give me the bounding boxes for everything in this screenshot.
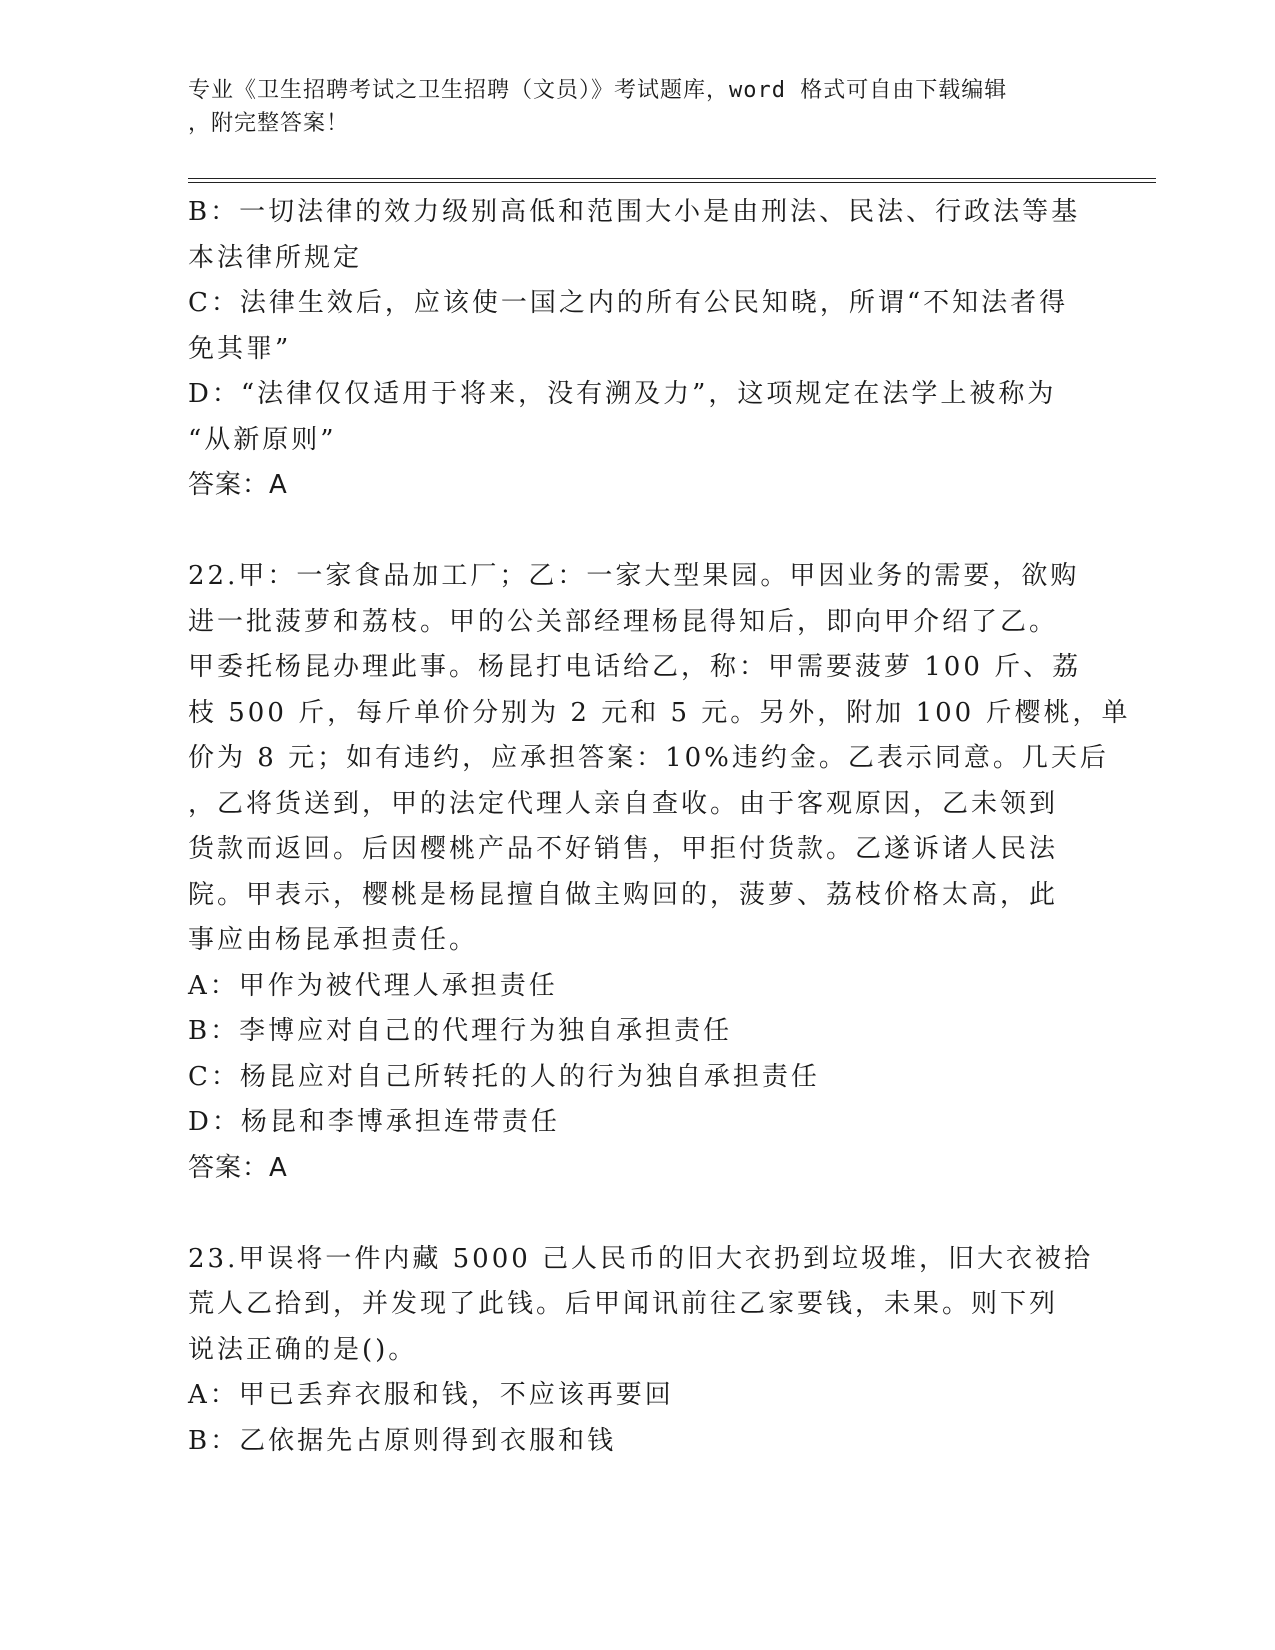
option-d-line-1: D：“法律仅仅适用于将来，没有溯及力”，这项规定在法学上被称为 bbox=[188, 379, 1057, 409]
question-stem-line: 价为 8 元；如有违约，应承担答案：10%违约金。乙表示同意。几天后 bbox=[188, 743, 1109, 773]
question-23 bbox=[188, 1237, 1094, 1465]
option-a: A：甲作为被代理人承担责任 bbox=[188, 970, 558, 1001]
option-a: A：甲已丢弃衣服和钱，不应该再要回 bbox=[188, 1380, 674, 1410]
question-stem-line: 甲委托杨昆办理此事。杨昆打电话给乙，称：甲需要菠萝 100 斤、荔 bbox=[188, 652, 1082, 682]
question-stem-line: 22.甲：一家食品加工厂；乙：一家大型果园。甲因业务的需要，欲购 bbox=[188, 561, 1080, 591]
question-stem-line: 院。甲表示，樱桃是杨昆擅自做主购回的，菠萝、荔枝价格太高，此 bbox=[188, 879, 1059, 910]
option-c: C：杨昆应对自己所转托的人的行为独自承担责任 bbox=[188, 1061, 820, 1092]
option-b-line-1: B：一切法律的效力级别高低和范围大小是由刑法、民法、行政法等基 bbox=[188, 197, 1081, 227]
option-d: D：杨昆和李博承担连带责任 bbox=[188, 1107, 560, 1137]
answer-line: 答案：A bbox=[188, 470, 288, 500]
question-stem-line: 荒人乙拾到，并发现了此钱。后甲闻讯前往乙家要钱，未果。则下列 bbox=[188, 1289, 1059, 1319]
question-stem-line: 枝 500 斤，每斤单价分别为 2 元和 5 元。另外，附加 100 斤樱桃，单 bbox=[188, 697, 1131, 728]
question-stem-line: ，乙将货送到，甲的法定代理人亲自查收。由于客观原因，乙未领到 bbox=[188, 788, 1059, 819]
question-stem-line: 23.甲误将一件内藏 5000 己人民币的旧大衣扔到垃圾堆，旧大衣被拾 bbox=[188, 1243, 1094, 1274]
option-c-line-1: C：法律生效后，应该使一国之内的所有公民知晓，所谓“不知法者得 bbox=[188, 288, 1069, 318]
option-b: B：乙依据先占原则得到衣服和钱 bbox=[188, 1425, 617, 1456]
document-body bbox=[188, 190, 1131, 1464]
page-header bbox=[188, 74, 1088, 140]
answer-line: 答案：A bbox=[188, 1152, 288, 1183]
option-c-line-2: 免其罪” bbox=[188, 333, 292, 364]
question-21-tail bbox=[188, 190, 1081, 509]
question-stem-line: 说法正确的是()。 bbox=[188, 1334, 418, 1365]
option-b: B：李博应对自己的代理行为独自承担责任 bbox=[188, 1016, 733, 1046]
option-d-line-2: “从新原则” bbox=[188, 424, 337, 455]
spacer bbox=[188, 509, 1078, 555]
question-stem-line: 进一批菠萝和荔枝。甲的公关部经理杨昆得知后，即向甲介绍了乙。 bbox=[188, 606, 1059, 637]
header-divider bbox=[188, 178, 1156, 183]
header-line-1: 专业《卫生招聘考试之卫生招聘（文员）》考试题库，word 格式可自由下载编辑 bbox=[188, 78, 1008, 103]
question-stem-line: 事应由杨昆承担责任。 bbox=[188, 925, 479, 955]
question-stem-line: 货款而返回。后因樱桃产品不好销售，甲拒付货款。乙遂诉诸人民法 bbox=[188, 834, 1059, 864]
header-line-2: ，附完整答案！ bbox=[188, 111, 350, 136]
spacer bbox=[188, 1191, 1078, 1237]
option-b-line-2: 本法律所规定 bbox=[188, 242, 363, 273]
question-22 bbox=[188, 554, 1131, 1191]
